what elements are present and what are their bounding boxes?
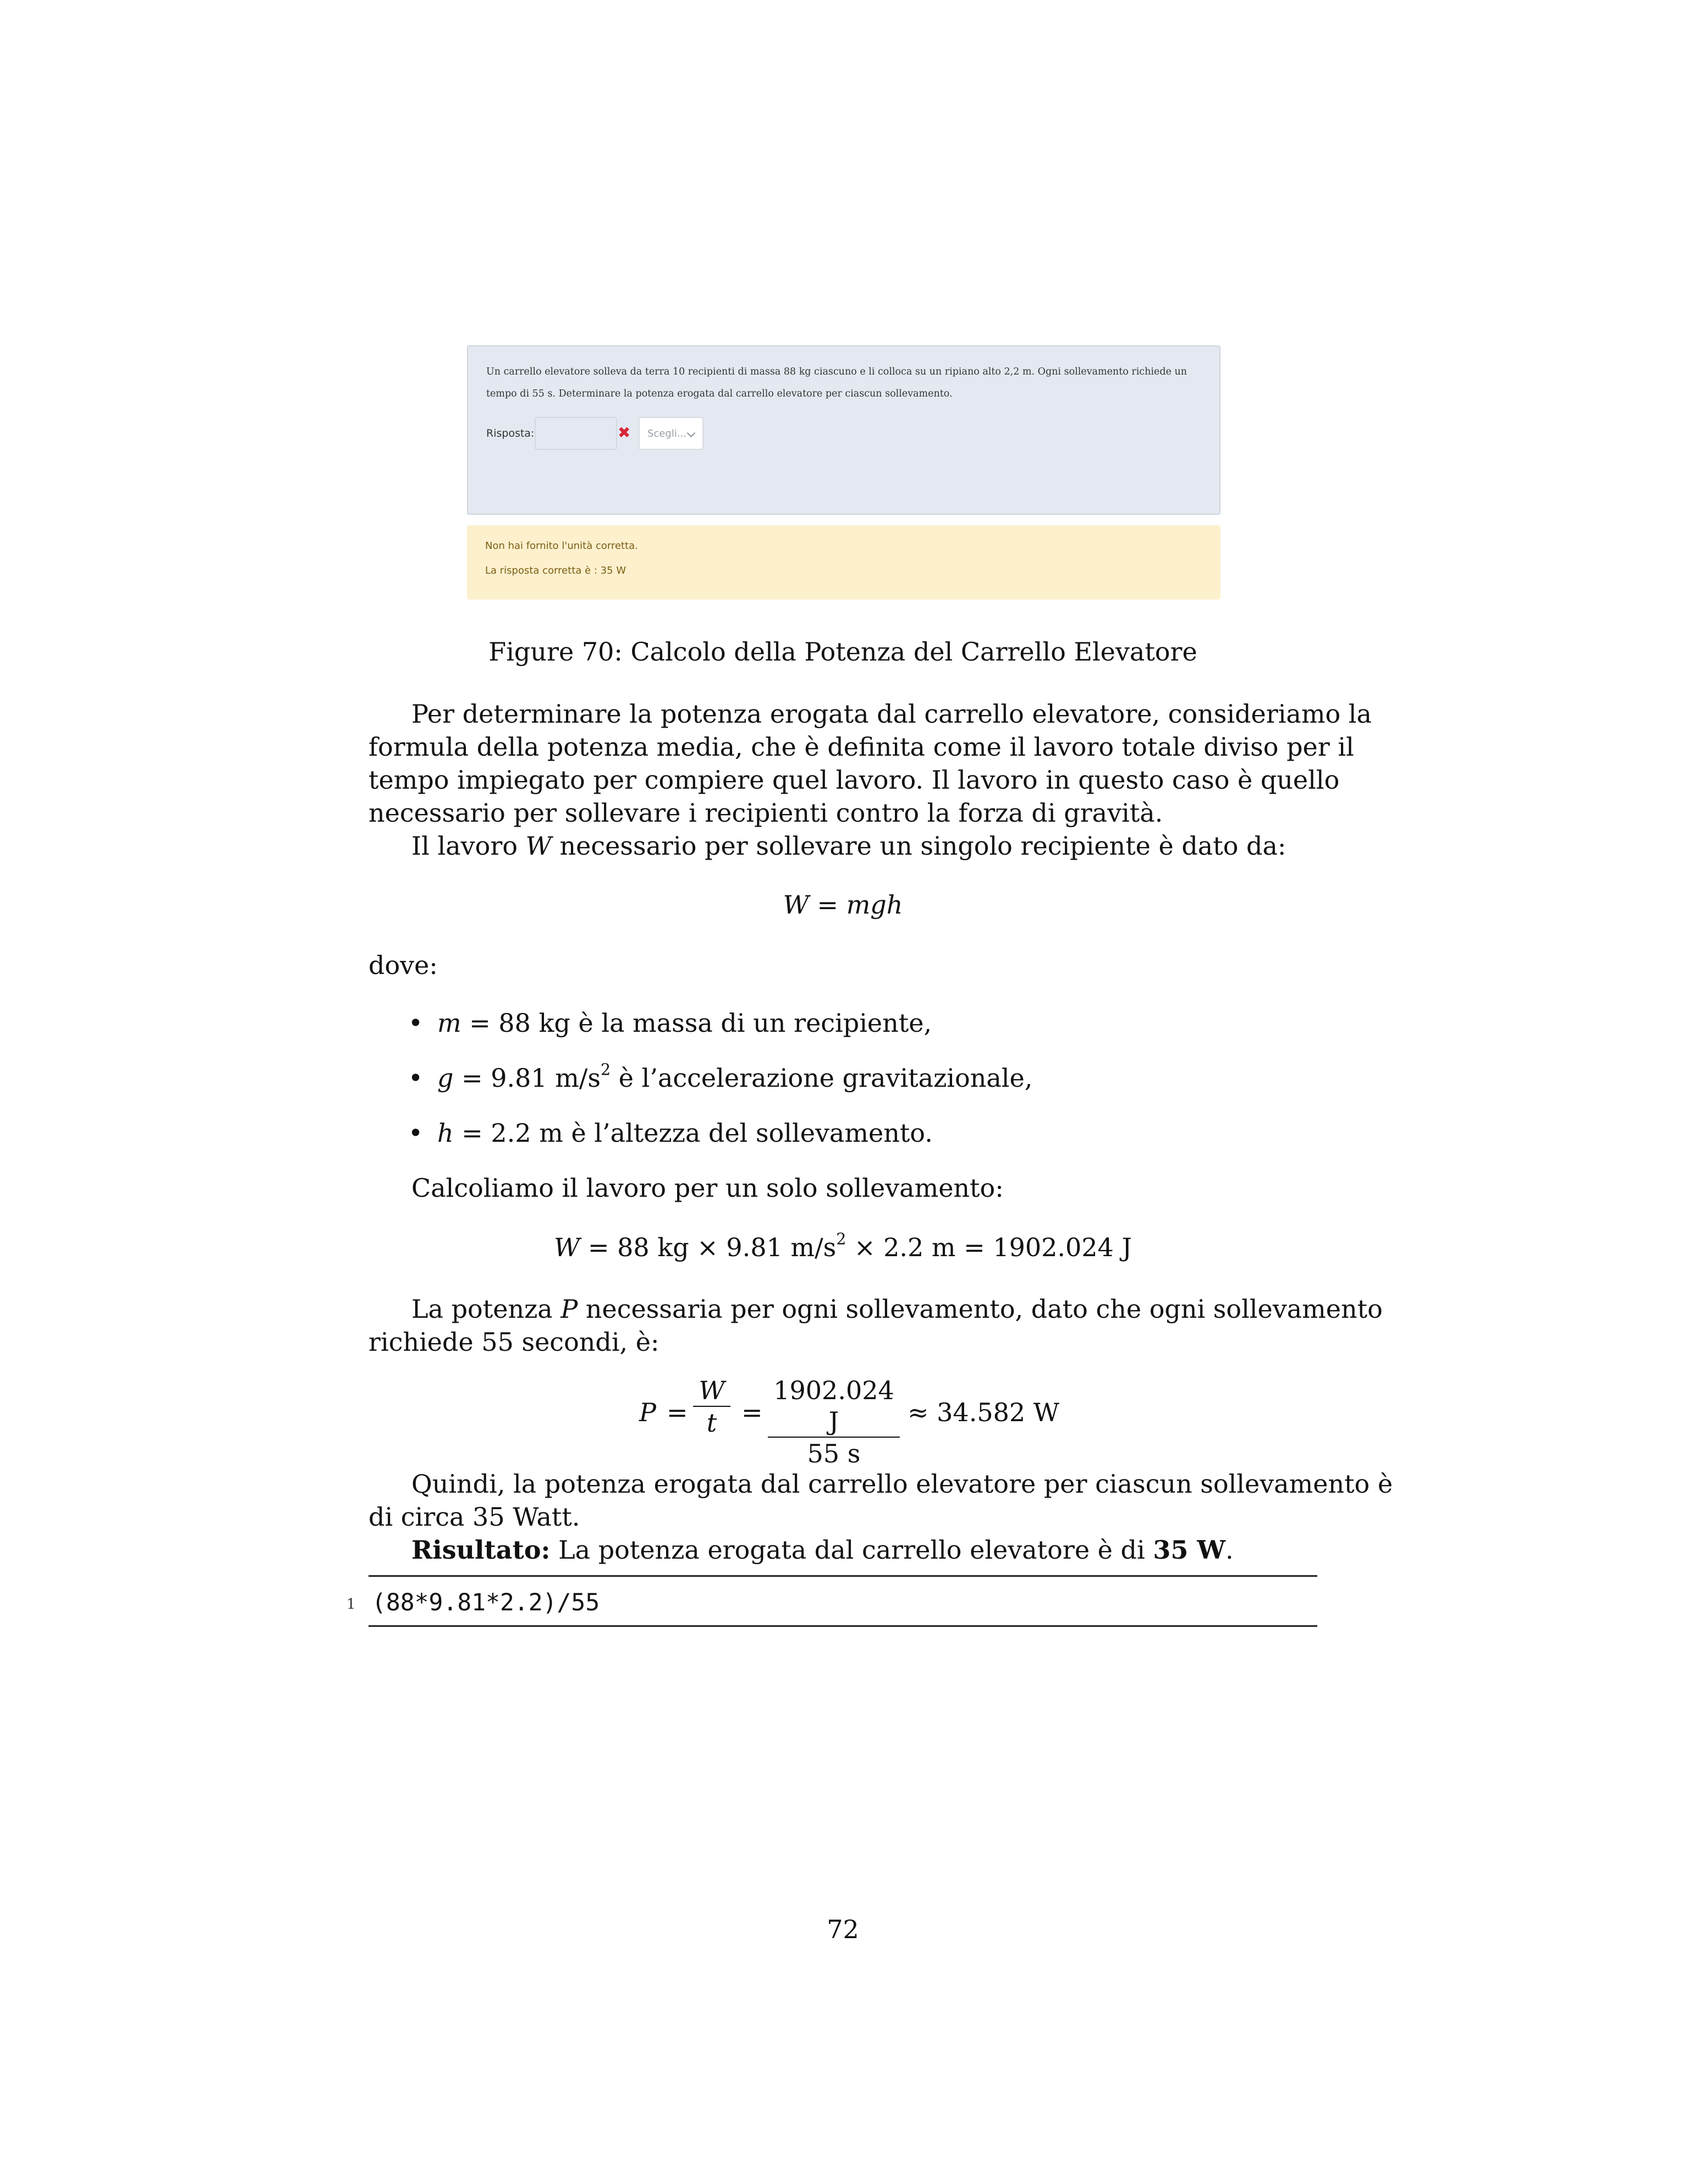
code-line: (88*9.81*2.2)/55	[372, 1589, 600, 1616]
result-value: 35 W	[1153, 1535, 1226, 1565]
answer-label: Risposta:	[486, 427, 535, 439]
math-expr: × 2.2 m = 1902.024 J	[846, 1233, 1132, 1262]
math-value: = 2.2 m	[453, 1118, 563, 1148]
math-value: = 9.81 m/s	[453, 1063, 601, 1093]
wrong-answer-icon: ✖	[618, 423, 631, 442]
math-expr: = 88 kg × 9.81 m/s	[580, 1233, 837, 1262]
feedback-box	[467, 525, 1220, 599]
formula-work	[369, 888, 1317, 921]
result-label: Risultato:	[411, 1535, 551, 1565]
chevron-down-icon	[687, 429, 696, 438]
power-intro-line: richiede 55 secondi, è:	[369, 1327, 659, 1357]
text: La potenza	[411, 1294, 561, 1324]
math-var: m	[437, 1008, 461, 1038]
text: Il lavoro	[411, 831, 526, 861]
listing-bottom-rule	[369, 1625, 1317, 1627]
math-value: = 88 kg	[461, 1008, 570, 1038]
bullet-item	[437, 1116, 933, 1149]
math-var: W	[554, 1233, 580, 1262]
math-var: W	[525, 831, 552, 861]
paragraph-line: Per determinare la potenza erogata dal carrello elevatore, consideriamo la	[411, 699, 1372, 729]
where-label: dove:	[369, 950, 438, 980]
listing-top-rule	[369, 1575, 1317, 1577]
text: necessario per sollevare un singolo recipiente è dato da:	[551, 831, 1286, 861]
feedback-unit-message: Non hai fornito l'unità corretta.	[485, 540, 638, 552]
bullet-desc: è la massa di un recipiente,	[570, 1008, 932, 1038]
code-line-number: 1	[347, 1596, 356, 1613]
text: necessaria per ogni sollevamento, dato che ogni sollevamento	[578, 1294, 1383, 1324]
unit-select-label: Scegli...	[647, 428, 686, 439]
fraction-denominator: 55 s	[807, 1439, 861, 1468]
math-op: =	[667, 1398, 688, 1427]
result-text: La potenza erogata dal carrello elevatore è di	[550, 1535, 1153, 1565]
fraction-w-over-t	[693, 1375, 730, 1439]
bullet-item	[437, 1006, 932, 1039]
fraction-numerator: W	[693, 1375, 730, 1407]
calc-intro: Calcoliamo il lavoro per un solo sollevamento:	[411, 1173, 1004, 1203]
fraction-numerator: 1902.024 J	[768, 1375, 900, 1438]
result-line	[411, 1533, 1234, 1566]
math-var: h	[437, 1118, 454, 1148]
math-expr: mgh	[846, 890, 903, 920]
bullet-dot: •	[408, 1063, 424, 1093]
answer-input[interactable]	[535, 417, 617, 450]
fraction-work-over-time	[768, 1375, 900, 1470]
bullet-desc: è l’accelerazione gravitazionale,	[611, 1063, 1033, 1093]
math-var: P	[560, 1294, 578, 1324]
math-op: =	[809, 890, 846, 920]
paragraph-line: formula della potenza media, che è definita come il lavoro totale diviso per il	[369, 732, 1354, 762]
math-var: W	[783, 890, 809, 920]
bullet-desc: è l’altezza del sollevamento.	[563, 1118, 933, 1148]
page-number: 72	[827, 1915, 859, 1944]
math-var: P	[639, 1398, 656, 1427]
bullet-dot: •	[408, 1118, 424, 1148]
paragraph-line: tempo impiegato per compiere quel lavoro. Il lavoro in questo caso è quello	[369, 765, 1340, 795]
fraction-denominator: t	[706, 1408, 717, 1438]
math-exponent: 2	[836, 1230, 846, 1248]
paragraph-line: necessario per sollevare i recipienti contro la forza di gravità.	[369, 798, 1163, 828]
bullet-dot: •	[408, 1008, 424, 1038]
math-exponent: 2	[601, 1060, 611, 1079]
work-intro	[411, 829, 1286, 862]
conclusion-line: Quindi, la potenza erogata dal carrello elevatore per ciascun sollevamento è	[411, 1469, 1393, 1499]
power-intro-line	[411, 1292, 1383, 1325]
math-var: g	[437, 1063, 454, 1093]
figure-caption: Figure 70: Calcolo della Potenza del Carrello Elevatore	[488, 637, 1197, 667]
bullet-item	[437, 1061, 1032, 1094]
quiz-question: Un carrello elevatore solleva da terra 10 recipienti di massa 88 kg ciascuno e li colloca su un ripiano alto 2,2 m. Ogni sollevamento richiede un tempo di 55 s. Determinare la potenza erogata dal carrello elevatore per ciascun sollevamento.	[486, 366, 1187, 399]
formula-calc	[369, 1231, 1317, 1264]
math-result: ≈ 34.582 W	[908, 1398, 1060, 1427]
unit-select[interactable]	[639, 417, 703, 450]
conclusion-line: di circa 35 Watt.	[369, 1502, 580, 1532]
feedback-correct-answer: La risposta corretta è : 35 W	[485, 565, 626, 576]
quiz-card	[467, 345, 1220, 515]
text: .	[1225, 1535, 1234, 1565]
math-op: =	[741, 1398, 763, 1427]
